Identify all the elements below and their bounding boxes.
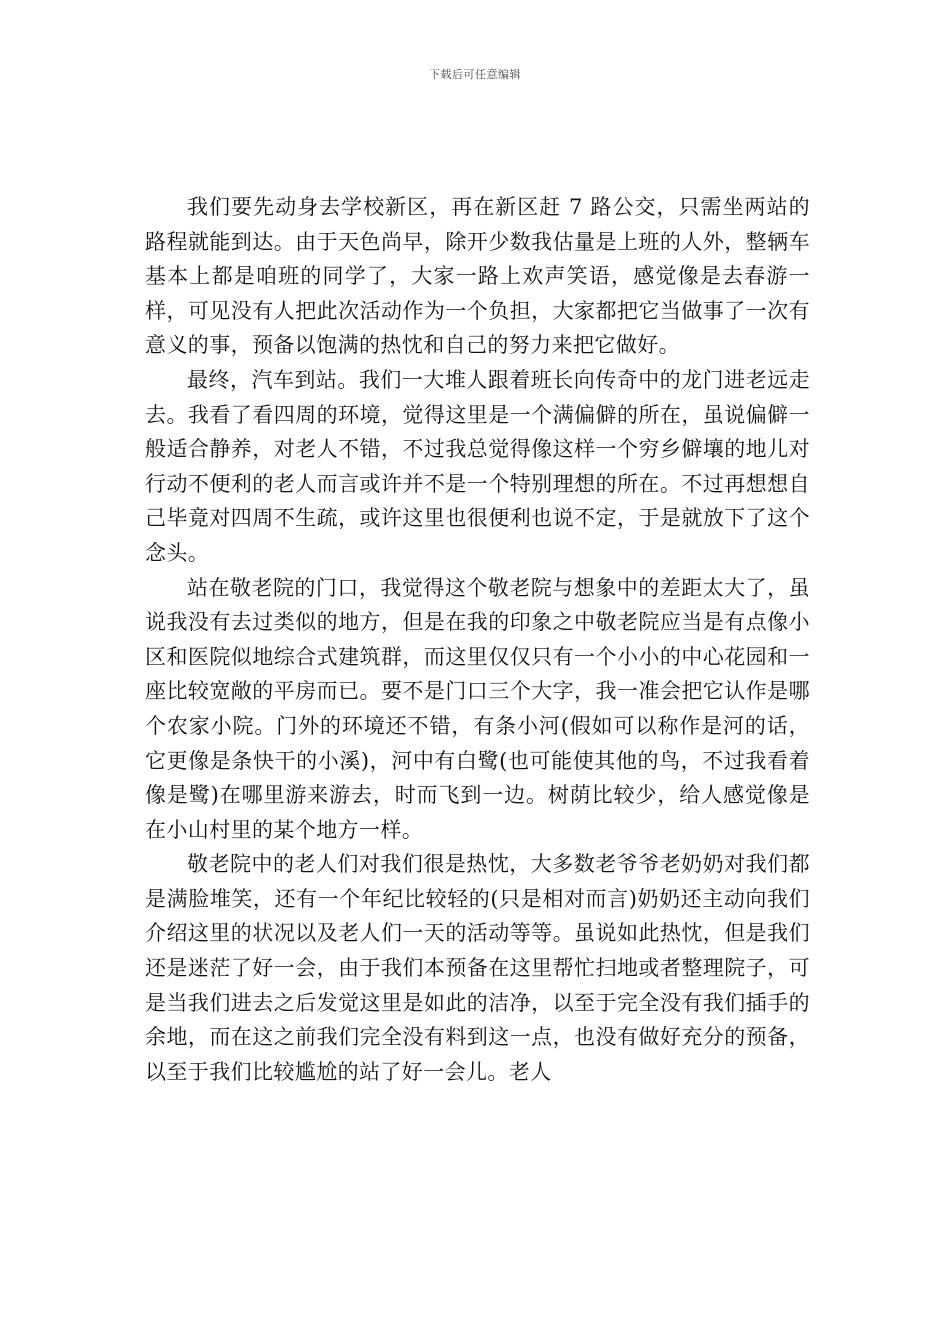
document-body — [145, 190, 810, 1089]
paragraph: 我们要先动身去学校新区，再在新区赶 7 路公交，只需坐两站的路程就能到达。由于天色尚早，除开少数我估量是上班的人外，整辆车基本上都是咱班的同学了，大家一路上欢声笑语，感觉像是去春游一样，可见没有人把此次活动作为一个负担，大家都把它当做事了一次有意义的事，预备以饱满的热忱和自己的努力来把它做好。 — [145, 195, 810, 358]
paragraph: 站在敬老院的门口，我觉得这个敬老院与想象中的差距太大了，虽说我没有去过类似的地方，但是在我的印象之中敬老院应当是有点像小区和医院似地综合式建筑群，而这里仅仅只有一个小小的中心花园和一座比较宽敞的平房而已。要不是门口三个大字，我一准会把它认作是哪个农家小院。门外的环境还不错，有条小河(假如可以称作是河的话，它更像是条快干的小溪)，河中有白鹭(也可能使其他的鸟，不过我看着像是鹭)在哪里游来游去，时而飞到一边。树荫比较少，给人感觉像是在小山村里的某个地方一样。 — [145, 575, 810, 842]
paragraph: 最终，汽车到站。我们一大堆人跟着班长向传奇中的龙门进老远走去。我看了看四周的环境，觉得这里是一个满偏僻的所在，虽说偏僻一般适合静养，对老人不错，不过我总觉得像这样一个穷乡僻壤的地儿对行动不便利的老人而言或许并不是一个特别理想的所在。不过再想想自己毕竟对四周不生疏，或许这里也很便利也说不定，于是就放下了这个念头。 — [145, 367, 810, 565]
page-header-note: 下载后可任意编辑 — [429, 68, 521, 81]
paragraph: 敬老院中的老人们对我们很是热忱，大多数老爷爷老奶奶对我们都是满脸堆笑，还有一个年纪比较轻的(只是相对而言)奶奶还主动向我们介绍这里的状况以及老人们一天的活动等等。虽说如此热忱，但是我们还是迷茫了好一会，由于我们本预备在这里帮忙扫地或者整理院子，可是当我们进去之后发觉这里是如此的洁净，以至于完全没有我们插手的余地，而在这之前我们完全没有料到这一点，也没有做好充分的预备，以至于我们比较尴尬的站了好一会儿。老人 — [145, 852, 810, 1084]
